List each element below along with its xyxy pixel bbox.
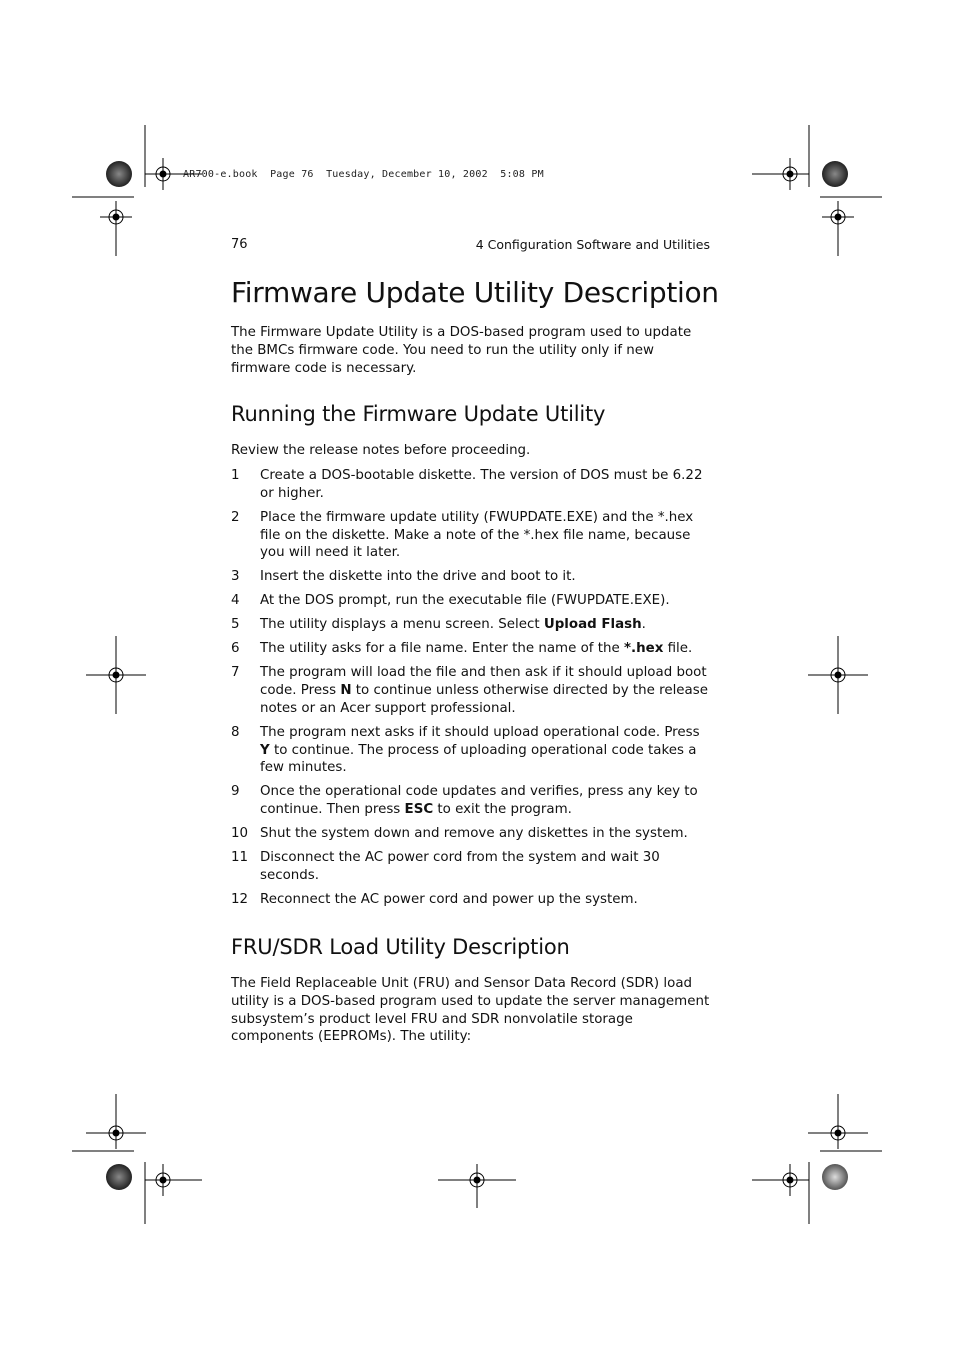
- step-text: [260, 664, 711, 717]
- step-text-part: to continue. The process of uploading operational code takes a few minutes.: [260, 742, 697, 776]
- page-number: 76: [231, 237, 248, 252]
- step-item: [231, 724, 711, 777]
- step-item: [231, 825, 711, 843]
- step-text-part: Shut the system down and remove any diskettes in the system.: [260, 826, 688, 842]
- step-text-part: Create a DOS-bootable diskette. The version of DOS must be 6.22 or higher.: [260, 468, 703, 501]
- step-text-part: file.: [663, 641, 693, 657]
- step-text: [260, 616, 711, 634]
- step-item: [231, 640, 711, 658]
- step-text: [260, 640, 711, 658]
- step-item: [231, 783, 711, 819]
- step-number: 1: [231, 468, 240, 483]
- step-text: [260, 825, 711, 843]
- steps-list: [231, 467, 711, 915]
- step-text-part: to exit the program.: [433, 802, 572, 818]
- step-number: 6: [231, 641, 240, 657]
- step-number: 2: [231, 509, 240, 525]
- step-text-part: Insert the diskette into the drive and boot to it.: [260, 569, 576, 585]
- step-text-part: The program next asks if it should upload operational code. Press: [260, 724, 700, 740]
- step-key-term: Y: [260, 742, 270, 758]
- step-number: 3: [231, 569, 240, 585]
- step-item: [231, 509, 711, 562]
- section-heading-running-utility: Running the Firmware Update Utility: [231, 402, 606, 426]
- step-number: 10: [231, 826, 249, 842]
- step-text: [260, 891, 711, 909]
- step-text-part: Place the firmware update utility (FWUPDATE.EXE) and the *.hex file on the diskette. Make a note of the *.hex file name, because you will need it later.: [260, 509, 694, 561]
- step-key-term: Upload Flash: [543, 617, 642, 633]
- step-item: [231, 849, 711, 885]
- step-number: 11: [231, 850, 249, 866]
- step-text: [260, 592, 711, 610]
- section-heading-fru-sdr: FRU/SDR Load Utility Description: [231, 935, 570, 959]
- step-text: [260, 467, 711, 503]
- step-item: [231, 891, 711, 909]
- step-item: [231, 568, 711, 586]
- step-number: 8: [231, 724, 240, 740]
- step-text-part: At the DOS prompt, run the executable file (FWUPDATE.EXE).: [260, 593, 670, 609]
- step-number: 5: [231, 617, 240, 633]
- step-text: [260, 849, 711, 885]
- step-number: 9: [231, 784, 240, 800]
- step-text-part: Once the operational code updates and verifies, press any key to continue. Then press: [260, 784, 698, 818]
- step-item: [231, 616, 711, 634]
- intro-paragraph: The Firmware Update Utility is a DOS-based program used to update the BMCs firmware code. You need to run the utility only if new firmware code is necessary.: [231, 325, 692, 376]
- step-key-term: N: [340, 683, 352, 699]
- step-text-part: The utility asks for a file name. Enter the name of the: [260, 641, 624, 657]
- section-lead: Review the release notes before proceeding.: [231, 443, 531, 458]
- step-text-part: Disconnect the AC power cord from the system and wait 30 seconds.: [260, 850, 660, 884]
- step-number: 4: [231, 593, 240, 609]
- step-text-part: The program will load the file and then ask if it should upload boot code. Press: [260, 665, 707, 699]
- step-text-part: The utility displays a menu screen. Select: [260, 617, 544, 633]
- step-text: [260, 509, 711, 562]
- step-text: [260, 783, 711, 819]
- step-item: [231, 467, 711, 503]
- step-number: 7: [231, 665, 240, 681]
- step-item: [231, 592, 711, 610]
- running-head: 4 Configuration Software and Utilities: [475, 237, 710, 252]
- step-text: [260, 724, 711, 777]
- fru-sdr-paragraph: The Field Replaceable Unit (FRU) and Sensor Data Record (SDR) load utility is a DOS-based program used to update the server management subsystem’s product level FRU and SDR nonvolatile storage components (EEPROMs). The utility:: [231, 976, 710, 1045]
- step-text-part: to continue unless otherwise directed by the release notes or an Acer support professional.: [260, 683, 708, 716]
- step-text-part: Reconnect the AC power cord and power up the system.: [260, 892, 638, 907]
- step-key-term: ESC: [404, 802, 434, 818]
- step-text: [260, 568, 711, 586]
- print-slug: AR700-e.book Page 76 Tuesday, December 10, 2002 5:08 PM: [183, 169, 544, 180]
- page-title: Firmware Update Utility Description: [231, 276, 719, 309]
- step-item: [231, 664, 711, 717]
- step-number: 12: [231, 892, 249, 907]
- step-key-term: *.hex: [624, 641, 664, 657]
- step-text-part: .: [641, 617, 646, 633]
